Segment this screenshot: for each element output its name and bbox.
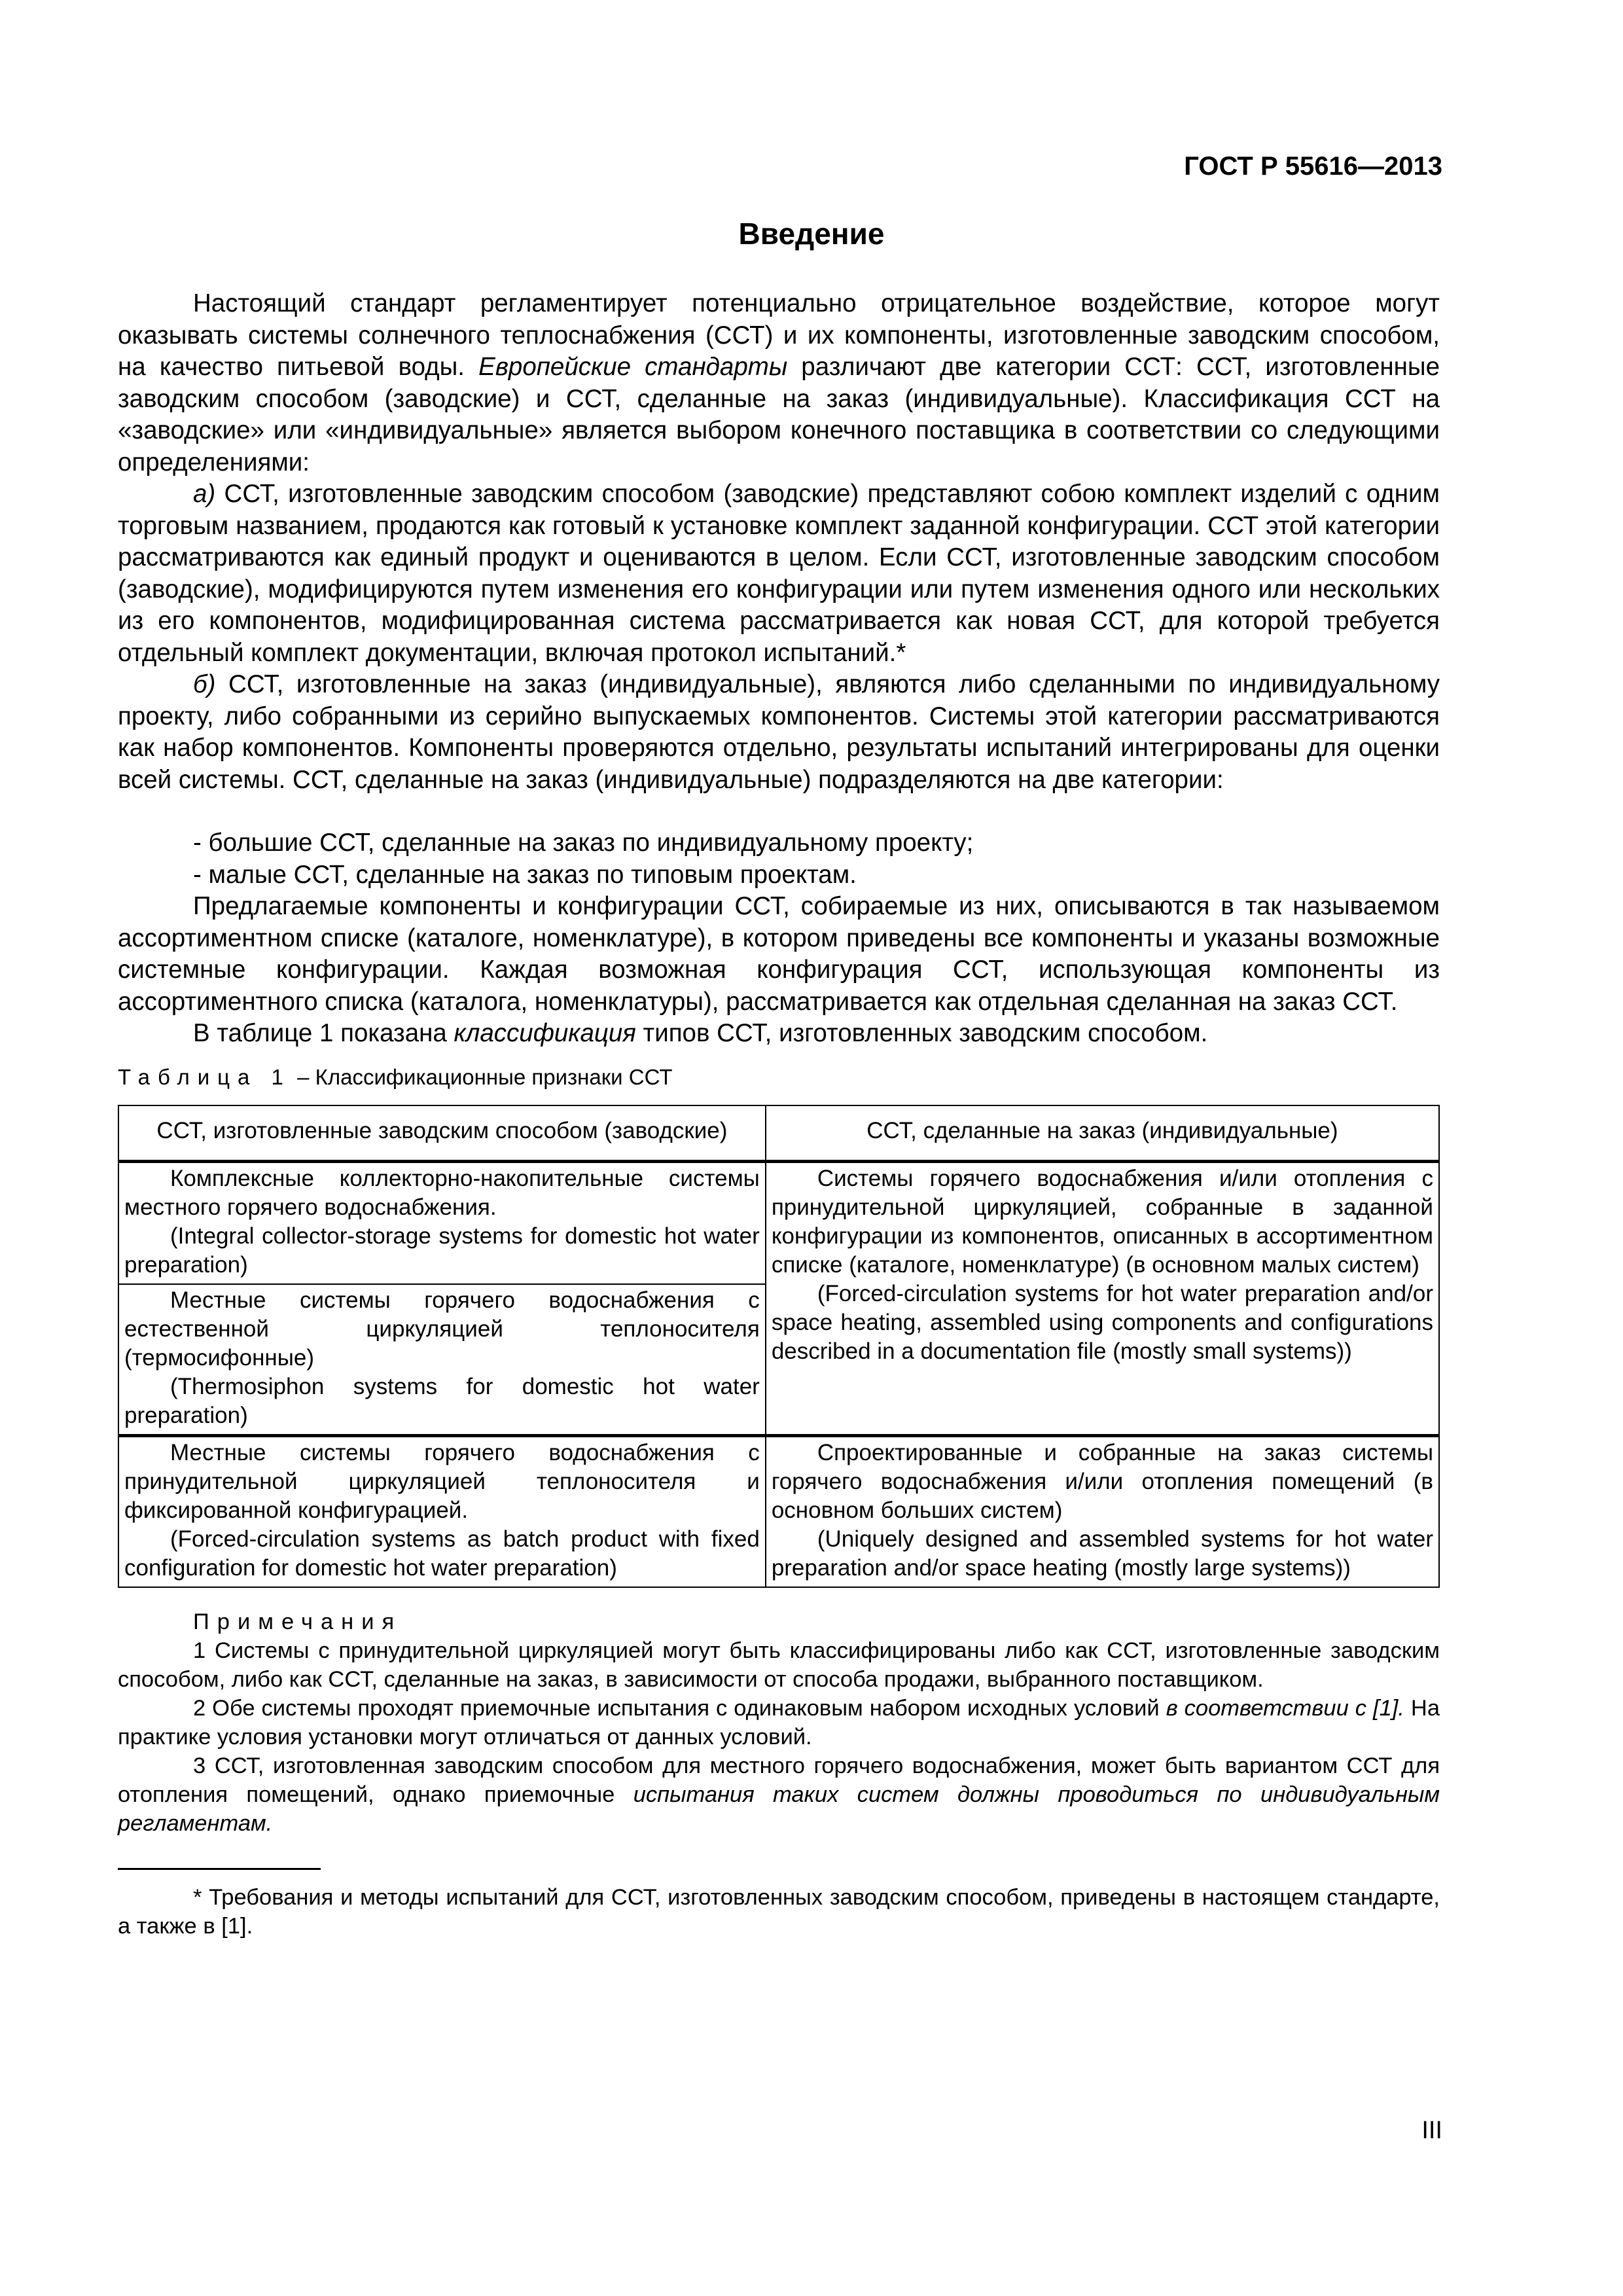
table-cell	[766, 1161, 1439, 1435]
table-cell	[766, 1435, 1439, 1587]
cell-text-en: (Integral collector-storage systems for domestic hot water preparation)	[124, 1223, 760, 1278]
italic-run: испытания таких систем должны проводиться по индивидуальным регламентам.	[118, 1782, 1440, 1836]
italic-run: б)	[193, 670, 216, 698]
table-cell	[118, 1161, 766, 1284]
note-3	[118, 1751, 1440, 1838]
text-run: На практике условия установки могут отличаться от данных условий.	[118, 1695, 1440, 1749]
italic-run: а)	[193, 480, 216, 508]
list-item-large: - большие ССТ, сделанные на заказ по индивидуальному проекту;	[193, 829, 974, 857]
cell-text-en: (Forced-circulation systems for hot water preparation and/or space heating, assembled using components and configurations described in a documentation file (mostly small systems))	[771, 1280, 1433, 1364]
table-row	[118, 1161, 1439, 1284]
text-run: 2 Обе системы проходят приемочные испытания с одинаковым набором исходных условий	[193, 1695, 1166, 1721]
intro-paragraph-4: Предлагаемые компоненты и конфигурации ССТ, собираемые из них, описываются в так называемом ассортиментном списке (каталоге, номенклатуре), в котором приведены все компоненты и указаны возможные системные конфигурации. Каждая возможная конфигурация ССТ, использующая компоненты из ассортиментного списка (каталога, номенклатуры), рассматривается как отдельная сделанная на заказ ССТ.	[118, 892, 1440, 1016]
document-body	[118, 288, 1440, 1941]
table-header-cell: ССТ, сделанные на заказ (индивидуальные)	[766, 1105, 1439, 1162]
page-number: III	[1421, 2117, 1442, 2144]
table-row	[118, 1435, 1439, 1587]
list-item-small: - малые ССТ, сделанные на заказ по типовым проектам.	[193, 860, 857, 889]
cell-text-ru: Спроектированные и собранные на заказ системы горячего водоснабжения и/или отопления помещений (в основном больших систем)	[771, 1439, 1433, 1523]
italic-run: Европейские стандарты	[478, 353, 788, 381]
note-1: 1 Системы с принудительной циркуляцией могут быть классифицированы либо как ССТ, изготовленные заводским способом, либо как ССТ, сделанные на заказ, в зависимости от способа продажи, выбранного поставщиком.	[118, 1638, 1440, 1692]
cell-text-en: (Forced-circulation systems as batch product with fixed configuration for domestic hot water preparation)	[124, 1526, 760, 1581]
text-run: ССТ, изготовленные заводским способом (заводские) представляют собою комплект изделий с одним торговым названием, продаются как готовый к установке комплект заданной конфигурации. ССТ этой категории рассматриваются как единый продукт и оцениваются в целом. Если ССТ, изготовленные заводским способом (заводские), модифицируются путем изменения его конфигурации или путем изменения одного или нескольких из его компонентов, модифицированная система рассматривается как новая ССТ, для которой требуется отдельный комплект документации, включая протокол испытаний.*	[118, 480, 1440, 667]
cell-text-en: (Thermosiphon systems for domestic hot water preparation)	[124, 1373, 760, 1428]
cell-text-ru: Системы горячего водоснабжения и/или отопления с принудительной циркуляцией, собранные в заданной конфигурации из компонентов, описанных в ассортиментном списке (каталоге, номенклатуре) (в основном малых систем)	[771, 1165, 1433, 1278]
text-run: различают две категории ССТ: ССТ, изготовленные заводским способом (заводские) и ССТ, сделанные на заказ (индивидуальные). Классификация ССТ на «заводские» или «индивидуальные» является выбором конечного поставщика в соответствии со следующими определениями:	[118, 353, 1440, 476]
text-run: 3 ССТ, изготовленная заводским способом для местного горячего водоснабжения, может быть вариантом ССТ для отопления помещений, однако приемочные	[118, 1753, 1440, 1807]
table-cell	[118, 1284, 766, 1436]
table-caption	[118, 1064, 1440, 1090]
standard-code: ГОСТ Р 55616—2013	[1184, 152, 1442, 181]
page-title: Введение	[738, 217, 885, 251]
table-cell	[118, 1435, 766, 1587]
notes-heading: Примечания	[193, 1609, 402, 1634]
definition-b	[118, 669, 1440, 796]
text-run: типов ССТ, изготовленных заводским способом.	[635, 1019, 1208, 1047]
cell-text-ru: Комплексные коллекторно-накопительные системы местного горячего водоснабжения.	[124, 1165, 760, 1220]
text-run: ССТ, изготовленные на заказ (индивидуальные), являются либо сделанными по индивидуальному проекту, либо собранными из серийно выпускаемых компонентов. Системы этой категории рассматриваются как набор компонентов. Компоненты проверяются отдельно, результаты испытаний интегрированы для оценки всей системы. ССТ, сделанные на заказ (индивидуальные) подразделяются на две категории:	[118, 670, 1440, 794]
definition-a	[118, 478, 1440, 669]
text-run: В таблице 1 показана	[193, 1019, 454, 1047]
table-caption-label: Таблица 1	[118, 1064, 291, 1089]
italic-run: классификация	[454, 1019, 636, 1047]
footnote: * Требования и методы испытаний для ССТ, изготовленных заводским способом, приведены в настоящем стандарте, а также в [1].	[118, 1884, 1440, 1939]
classification-table	[118, 1105, 1440, 1588]
footnote-divider	[118, 1868, 321, 1870]
intro-paragraph-5	[118, 1018, 1440, 1050]
note-2	[118, 1694, 1440, 1751]
notes-block	[118, 1607, 1440, 1838]
table-header-cell: ССТ, изготовленные заводским способом (заводские)	[118, 1105, 766, 1162]
cell-text-ru: Местные системы горячего водоснабжения с естественной циркуляцией теплоносителя (термосифонные)	[124, 1287, 760, 1371]
text-run: Настоящий стандарт регламентирует потенциально отрицательное воздействие, которое могут оказывать системы солнечного теплоснабжения (ССТ) и их компоненты, изготовленные заводским способом, на качество питьевой воды.	[118, 289, 1440, 381]
cell-text-en: (Uniquely designed and assembled systems for hot water preparation and/or space heating (mostly large systems))	[771, 1526, 1433, 1581]
intro-paragraph-1	[118, 288, 1440, 478]
table-header-row	[118, 1105, 1439, 1162]
table-caption-text: – Классификационные признаки ССТ	[291, 1064, 673, 1089]
italic-run: в соответствии с [1].	[1166, 1695, 1404, 1721]
cell-text-ru: Местные системы горячего водоснабжения с принудительной циркуляцией теплоносителя и фиксированной конфигурацией.	[124, 1439, 760, 1523]
